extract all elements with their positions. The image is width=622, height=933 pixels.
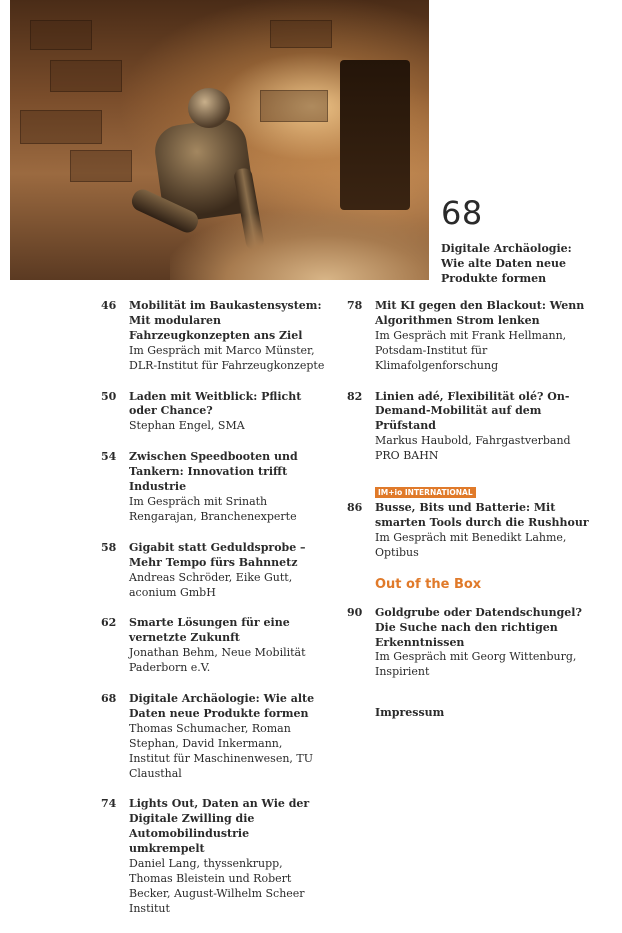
toc-title: Zwischen Speedbooten und Tankern: Innovation trifft Industrie — [129, 450, 298, 494]
toc-page-number: 62 — [101, 616, 117, 630]
rubble — [170, 210, 429, 280]
toc-title: Mit KI gegen den Blackout: Wenn Algorithmen Strom lenken — [375, 299, 585, 327]
toc-title: Digitale Archäologie: Wie alte Daten neue Produkte formen — [129, 692, 315, 720]
toc-title: Mobilität im Baukastensystem: Mit modularen Fahrzeugkonzepten ans Ziel — [129, 299, 322, 342]
toc-page-number: 74 — [101, 797, 117, 811]
toc-title: Linien adé, Flexibilität olé? On-Demand-Mobilität auf dem Prüfstand — [375, 389, 570, 433]
toc-entry[interactable] — [101, 616, 326, 676]
toc-entry[interactable] — [347, 299, 592, 374]
toc-author: Im Gespräch mit Frank Hellmann, Potsdam-Institut für Klimafolgenforschung — [375, 328, 567, 372]
toc-page-number: 82 — [347, 389, 363, 403]
toc-title: Smarte Lösungen für eine vernetzte Zukunft — [129, 616, 290, 645]
toc-author: Markus Haubold, Fahrgastverband PRO BAHN — [375, 434, 571, 463]
toc-entry[interactable] — [347, 501, 592, 561]
toc-entry[interactable] — [347, 390, 592, 465]
hero-image — [10, 0, 429, 280]
toc-page-number: 90 — [347, 605, 363, 619]
feature-page-number[interactable]: 68 — [441, 194, 483, 232]
toc-page-number: 86 — [347, 501, 363, 515]
toc-author: Im Gespräch mit Benedikt Lahme, Optibus — [375, 530, 567, 559]
toc-entry[interactable] — [101, 299, 326, 374]
toc-entry[interactable] — [101, 450, 326, 525]
toc-page-number: 46 — [101, 299, 117, 312]
toc-page-number: 58 — [101, 540, 117, 554]
out-of-the-box-heading: Out of the Box — [375, 576, 482, 592]
toc-page-number: 78 — [347, 299, 363, 312]
toc-title: Goldgrube oder Datendschungel? Die Suche nach den richtigen Erkenntnissen — [375, 605, 582, 649]
toc-author: Thomas Schumacher, Roman Stephan, David Inkermann, Institut für Maschinenwesen, TU Clausthal — [129, 721, 314, 780]
toc-title: Busse, Bits und Batterie: Mit smarten Tools durch die Rushhour — [375, 501, 589, 529]
toc-entry[interactable] — [347, 606, 592, 681]
toc-author: Im Gespräch mit Georg Wittenburg, Inspirient — [375, 650, 577, 679]
toc-author: Im Gespräch mit Srinath Rengarajan, Branchenexperte — [129, 494, 297, 523]
international-tag: IM+io INTERNATIONAL — [375, 487, 476, 498]
toc-left-column — [101, 299, 326, 933]
toc-title: Lights Out, Daten an Wie der Digitale Zwilling die Automobilindustrie umkrempelt — [129, 797, 310, 856]
doorway — [340, 60, 410, 210]
robot-head — [188, 88, 230, 128]
toc-page-number: 50 — [101, 389, 117, 403]
toc-author: Jonathan Behm, Neue Mobilität Paderborn e.V. — [129, 646, 306, 675]
toc-title: Gigabit statt Geduldsprobe – Mehr Tempo fürs Bahnnetz — [129, 540, 306, 569]
toc-author: Daniel Lang, thyssenkrupp, Thomas Bleistein und Robert Becker, August-Wilhelm Scheer Institut — [129, 857, 305, 915]
toc-entry[interactable] — [101, 390, 326, 435]
toc-author: Stephan Engel, SMA — [129, 419, 245, 433]
toc-entry[interactable] — [101, 541, 326, 601]
toc-page-number: 68 — [101, 692, 117, 706]
toc-page-number: 54 — [101, 450, 117, 464]
toc-author: Im Gespräch mit Marco Münster, DLR-Institut für Fahrzeugkonzepte — [129, 343, 325, 372]
toc-title: Laden mit Weitblick: Pflicht oder Chance? — [129, 389, 302, 418]
imprint-link[interactable]: Impressum — [375, 706, 445, 720]
photo-credit: © Adobe Stock | 1096175771 | Atonu — [2, 167, 9, 280]
toc-author: Andreas Schröder, Eike Gutt, aconium GmbH — [129, 570, 293, 599]
toc-entry[interactable] — [101, 692, 326, 781]
toc-entry[interactable] — [101, 797, 326, 916]
toc-right-column — [347, 299, 592, 719]
feature-title[interactable]: Digitale Archäologie: Wie alte Daten neue Produkte formen — [441, 242, 572, 285]
